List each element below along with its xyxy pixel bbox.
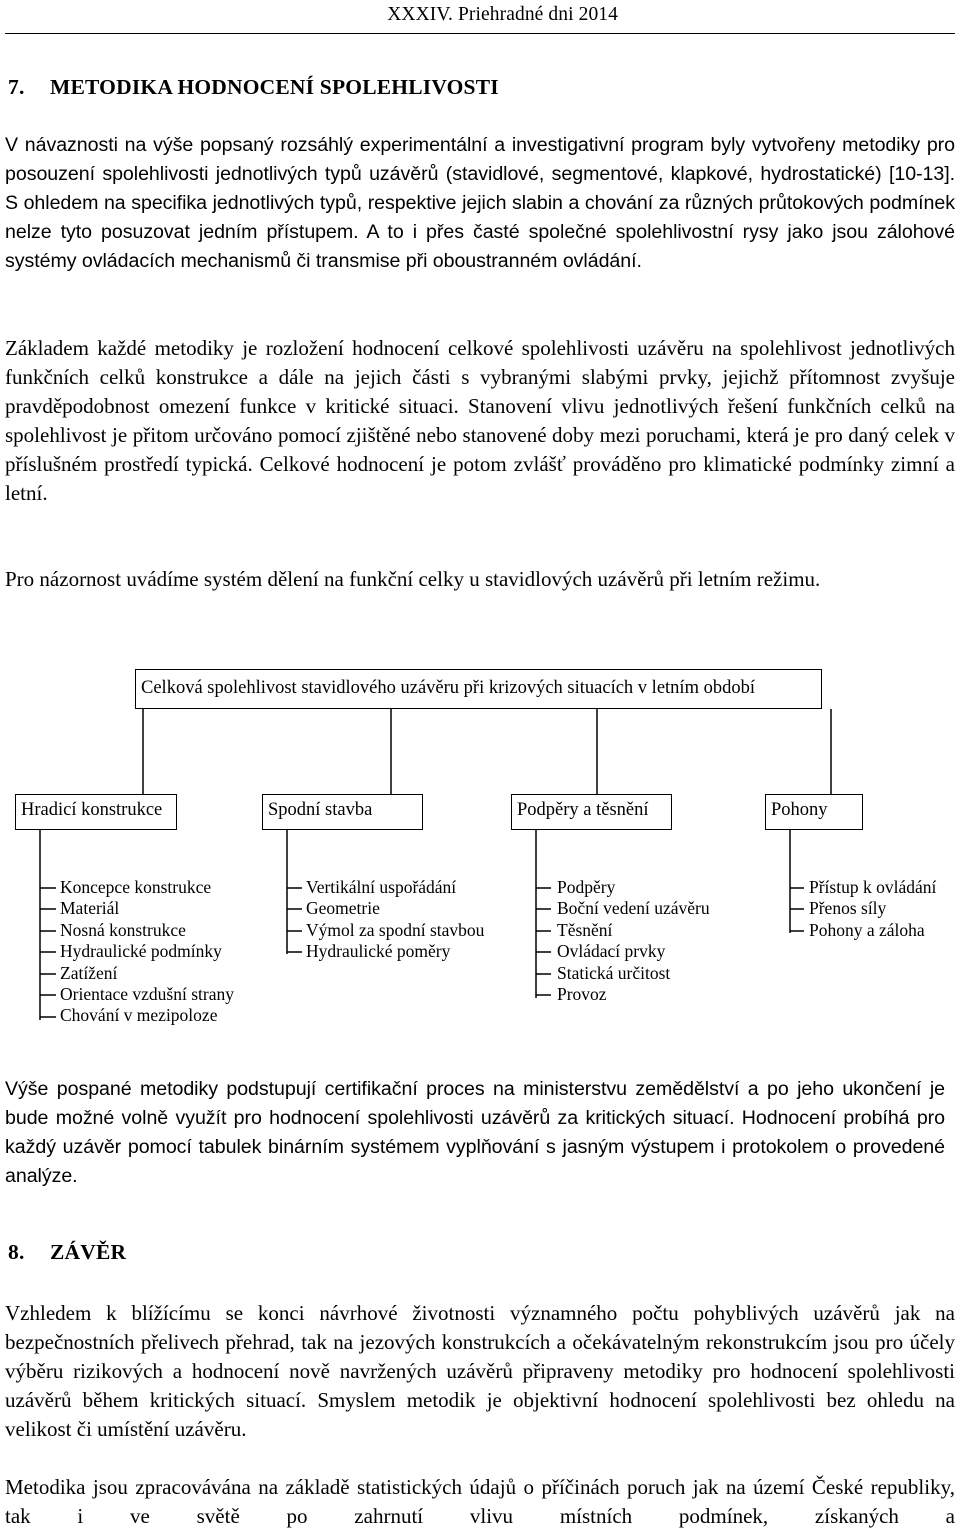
list-item: Provoz	[557, 984, 607, 1005]
section-7-paragraph-2: Základem každé metodiky je rozložení hodnocení celkové spolehlivosti uzávěru na spolehlivost jednotlivých funkčních celků konstrukce a dále na jejich části s vybranými slabými prvky, jejichž přítomnost zvyšuje pravděpodobnost omezení funkce v kritické situaci. Stanovení vlivu jednotlivých řešení funkčních celků na spolehlivost je přitom určováno pomocí zjištěné nebo stanovené doby mezi poruchami, která je pro daný celek v příslušném prostředí typická. Celkové hodnocení je potom zvlášť prováděno pro klimatické podmínky zimní a letní.	[5, 336, 955, 505]
list-item: Přenos síly	[809, 898, 887, 919]
group-items-hradici-konstrukce	[60, 877, 234, 1027]
certification-paragraph: Výše pospané metodiky podstupují certifikační proces na ministerstvu zemědělství a po jeho ukončení je bude možné volně využít pro hodnocení spolehlivosti uzávěrů za kritických situací. Hodnocení probíhá pro každý uzávěr pomocí tabulek binárním systémem vyplňování s jasným výstupem i protokolem o provedené analýze.	[5, 1078, 945, 1187]
section-8-paragraph-1: Vzhledem k blížícímu se konci návrhové životnosti významného počtu pohyblivých uzávěrů jak na bezpečnostních přelivech přehrad, tak na jezových konstrukcích a očekávatelným rekonstrukcím jsou pro účely výběru rizikových a hodnocení nově navržených uzávěrů připraveny metodiky pro hodnocení spolehlivosti uzávěrů během kritických situací. Smyslem metodik je objektivní hodnocení spolehlivosti bez ohledu na velikost či umístění uzávěru.	[5, 1301, 955, 1441]
list-item: Orientace vzdušní strany	[60, 984, 234, 1005]
group-items-spodni-stavba	[306, 877, 484, 963]
running-header: XXXIV. Priehradné dni 2014	[387, 4, 618, 25]
list-item: Geometrie	[306, 898, 380, 919]
section-8-number: 8.	[8, 1240, 25, 1264]
group-items-podpery-a-tesneni	[557, 877, 710, 1005]
list-item: Hydraulické podmínky	[60, 941, 222, 962]
list-item: Těsnění	[557, 919, 613, 940]
list-item: Boční vedení uzávěru	[557, 898, 710, 919]
group-box-podpery-a-tesneni: Podpěry a těsnění	[511, 794, 672, 830]
list-item: Výmol za spodní stavbou	[306, 919, 485, 940]
list-item: Pohony a záloha	[809, 919, 925, 940]
list-item: Přístup k ovládání	[809, 877, 937, 897]
list-item: Nosná konstrukce	[60, 919, 186, 940]
group-box-spodni-stavba: Spodní stavba	[262, 794, 423, 830]
section-7-number: 7.	[8, 75, 25, 99]
section-7-paragraph-3: Pro názornost uvádíme systém dělení na funkční celky u stavidlových uzávěrů při letním režimu.	[5, 567, 821, 591]
list-item: Statická určitost	[557, 962, 671, 983]
section-8-heading	[8, 1240, 126, 1265]
section-8-paragraph-2: Metodika jsou zpracovávána na základě statistických údajů o příčinách poruch jak na území České republiky, tak i ve světě po zahrnutí vlivu místních podmínek, získaných a	[5, 1475, 955, 1528]
group-box-hradici-konstrukce: Hradicí konstrukce	[15, 794, 177, 830]
list-item: Ovládací prvky	[557, 941, 666, 962]
section-8-title: ZÁVĚR	[50, 1240, 127, 1264]
list-item: Vertikální uspořádání	[306, 877, 457, 897]
section-7-paragraph-1: V návaznosti na výše popsaný rozsáhlý experimentální a investigativní program byly vytvořeny metodiky pro posouzení spolehlivosti jednotlivých typů uzávěrů (stavidlové, segmentové, klapkové, hydrostatické) [10-13]. S ohledem na specifika jednotlivých typů, respektive jejich slabin a chování za různých průtokových podmínek nelze tyto posuzovat jedním přístupem. A to i přes časté společné spolehlivostní rysy jako jsou zálohové systémy ovládacích mechanismů či transmise při oboustranném ovládání.	[5, 134, 955, 272]
group-items-pohony	[809, 877, 936, 941]
list-item: Zatížení	[60, 962, 118, 983]
group-box-pohony: Pohony	[765, 794, 863, 830]
list-item: Materiál	[60, 898, 120, 919]
diagram-root-box: Celková spolehlivost stavidlového uzávěru při krizových situacích v letním období	[135, 669, 822, 709]
list-item: Koncepce konstrukce	[60, 877, 212, 897]
list-item: Chování v mezipoloze	[60, 1005, 218, 1026]
section-7-title: METODIKA HODNOCENÍ SPOLEHLIVOSTI	[50, 75, 499, 99]
list-item: Hydraulické poměry	[306, 941, 451, 962]
list-item: Podpěry	[557, 877, 616, 897]
